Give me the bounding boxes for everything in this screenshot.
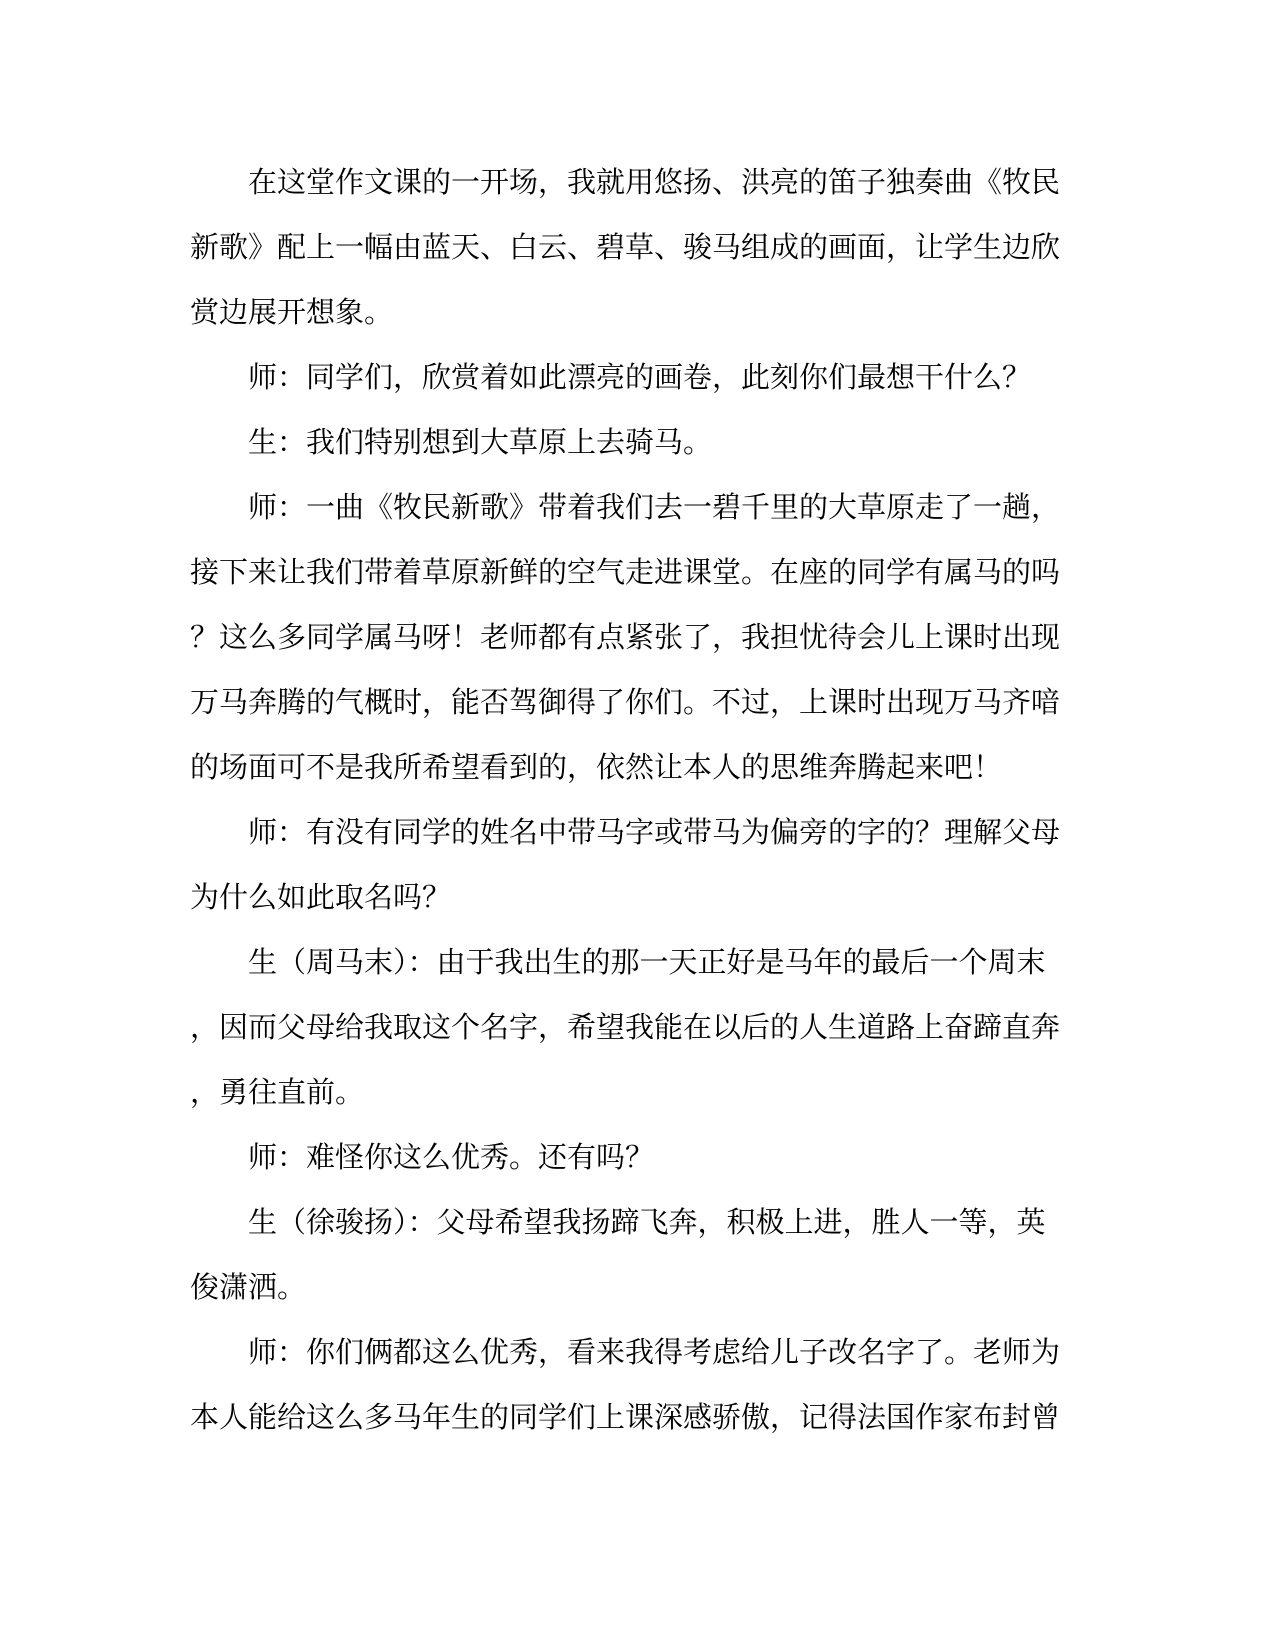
text-line: 师：有没有同学的姓名中带马字或带马为偏旁的字的？理解父母 xyxy=(248,815,1061,849)
text-line: 万马奔腾的气概时，能否驾御得了你们。不过，上课时出现万马齐喑 xyxy=(190,685,1061,719)
text-line: 生（徐骏扬）：父母希望我扬蹄飞奔，积极上进，胜人一等，英 xyxy=(248,1205,1046,1239)
text-line: 赏边展开想象。 xyxy=(190,295,394,329)
text-line: 师：难怪你这么优秀。还有吗？ xyxy=(248,1140,655,1174)
text-line: 师：你们俩都这么优秀，看来我得考虑给儿子改名字了。老师为 xyxy=(248,1335,1061,1369)
text-line: 师：同学们，欣赏着如此漂亮的画卷，此刻你们最想干什么？ xyxy=(248,360,1032,394)
text-line: 为什么如此取名吗？ xyxy=(190,880,452,914)
text-line: ？这么多同学属马呀！老师都有点紧张了，我担忧待会儿上课时出现 xyxy=(190,620,1061,654)
text-line: 新歌》配上一幅由蓝天、白云、碧草、骏马组成的画面，让学生边欣 xyxy=(190,230,1061,264)
text-line: 师：一曲《牧民新歌》带着我们去一碧千里的大草原走了一趟， xyxy=(248,490,1061,524)
text-line: 的场面可不是我所希望看到的，依然让本人的思维奔腾起来吧！ xyxy=(190,750,1003,784)
text-line: ，因而父母给我取这个名字，希望我能在以后的人生道路上奋蹄直奔 xyxy=(190,1010,1061,1044)
text-line: 在这堂作文课的一开场，我就用悠扬、洪亮的笛子独奏曲《牧民 xyxy=(248,165,1061,199)
text-line: ，勇往直前。 xyxy=(190,1075,365,1109)
text-line: 生：我们特别想到大草原上去骑马。 xyxy=(248,425,713,459)
text-line: 接下来让我们带着草原新鲜的空气走进课堂。在座的同学有属马的吗 xyxy=(190,555,1061,589)
body-text xyxy=(190,150,1070,1450)
text-line: 生（周马末）：由于我出生的那一天正好是马年的最后一个周末 xyxy=(248,945,1046,979)
text-line: 本人能给这么多马年生的同学们上课深感骄傲，记得法国作家布封曾 xyxy=(190,1400,1061,1434)
text-line: 俊潇洒。 xyxy=(190,1270,307,1304)
